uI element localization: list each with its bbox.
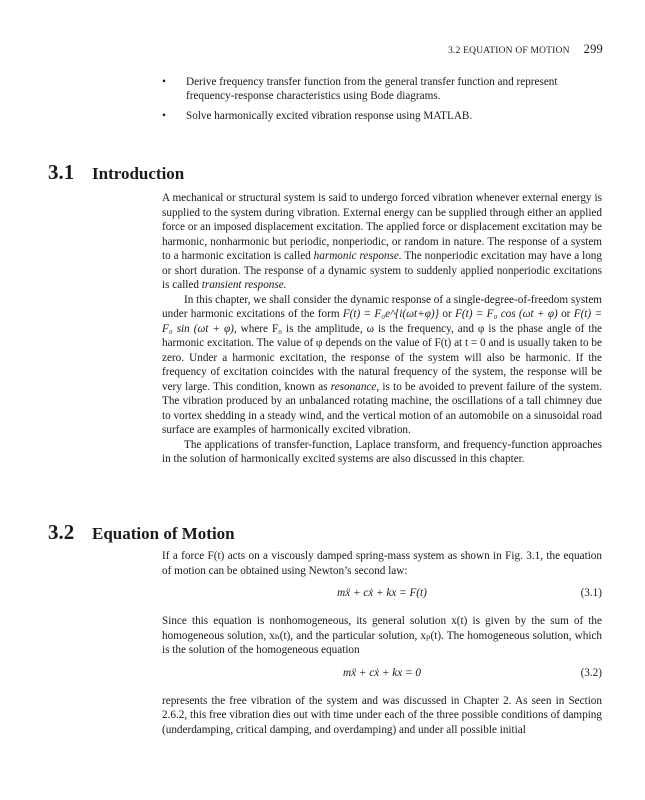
term-resonance: resonance	[330, 380, 377, 393]
text-run: In this chapter, we shall consider the dynamic response of a single-degree-of-freedom system under harmonic excitations of the form	[162, 293, 602, 320]
section-number: 3.1	[48, 160, 75, 184]
paragraph: The applications of transfer-function, Laplace transform, and frequency-function approaches in the solution of harmonically excited systems are also discussed in this chapter.	[162, 438, 602, 465]
formula: F(t) = F₀ cos (ωt + φ)	[455, 308, 558, 320]
list-item	[162, 109, 602, 123]
equation-of-motion-body	[162, 549, 602, 737]
term-harmonic-response: harmonic response.	[313, 250, 402, 262]
paragraph	[162, 293, 602, 438]
section-number: 3.2	[48, 520, 75, 544]
introduction-body	[162, 191, 602, 467]
section-heading-equation-of-motion	[48, 520, 235, 545]
objectives-list	[162, 75, 602, 130]
list-item	[162, 75, 602, 103]
section-title: Equation of Motion	[92, 524, 235, 543]
paragraph: Since this equation is nonhomogeneous, its general solution x(t) is given by the sum of the homogeneous solution, xₕ(t), and the particular solution, xₚ(t). The homogeneous solution, which is the solution of the homogeneous equation	[162, 615, 602, 656]
paragraph: If a force F(t) acts on a viscously damped spring-mass system as shown in Fig. 3.1, the equation of motion can be obtained using Newton’s second law:	[162, 550, 602, 577]
text-run: or	[557, 308, 574, 320]
equation-number: (3.1)	[580, 587, 602, 599]
text-run: or	[439, 308, 456, 320]
equation-number: (3.2)	[580, 666, 602, 679]
bullet-icon: •	[162, 76, 166, 88]
paragraph: represents the free vibration of the system and was discussed in Chapter 2. As seen in Section 2.6.2, this free vibration dies out with time under each of the three possible conditions of damping (underdamping, critical damping, and overdamping) and under all possible initial	[162, 694, 602, 736]
running-head	[448, 42, 603, 57]
bullet-icon: •	[162, 110, 166, 123]
formula: F(t) = F₀ sin (ωt + φ)	[162, 308, 602, 335]
paragraph	[162, 191, 602, 293]
list-item-text: Solve harmonically excited vibration response using MATLAB.	[186, 110, 473, 123]
text-run: The nonperiodic excitation may have a long or short duration. The response of a dynamic system to suddenly applied nonperiodic excitations is called	[162, 250, 602, 291]
text-run: A mechanical or structural system is said to undergo forced vibration whenever external energy is supplied to the system during vibration. External energy can be supplied through either an applied force or an imposed displacement excitation. The applied force or displacement excitation may be harmonic, nonharmonic but periodic, nonperiodic, or random in nature. The response of a system to a harmonic excitation is called	[162, 192, 602, 262]
equation-3-1	[162, 586, 602, 606]
equation: mẍ + cẋ + kx = 0	[343, 666, 421, 679]
section-title: Introduction	[92, 164, 185, 183]
term-transient-response: transient response.	[201, 279, 287, 291]
text-run: , where F₀ is the amplitude, ω is the frequency, and φ is the phase angle of the harmonic excitation. The value of φ depends on the value of F(t) at t = 0 and is usually taken to be zero. Under a harmonic excitation, the response of the system will also be harmonic. If the frequency of excitation coincides with the natural frequency of the system, the response will be very large. This condition, known as	[162, 322, 603, 393]
page-number: 299	[583, 42, 603, 56]
formula: F(t) = F₀e^{i(ωt+φ)}	[342, 308, 440, 320]
running-head-section: 3.2 EQUATION OF MOTION	[448, 46, 570, 56]
list-item-text: Derive frequency transfer function from the general transfer function and represent frequency-response characteristics using Bode diagrams.	[186, 76, 558, 103]
section-heading-introduction	[48, 160, 184, 185]
equation-3-2	[162, 666, 602, 686]
equation: mẍ + cẋ + kx = F(t)	[337, 587, 427, 599]
text-run: , is to be avoided to prevent failure of the system. The vibration produced by an unbalanced rotating machine, the oscillations of a tall chimney due to vortex shedding in a steady wind, and the vertical motion of an automobile on a sinusoidal road surface are examples of harmonically excited vibration.	[162, 380, 602, 436]
